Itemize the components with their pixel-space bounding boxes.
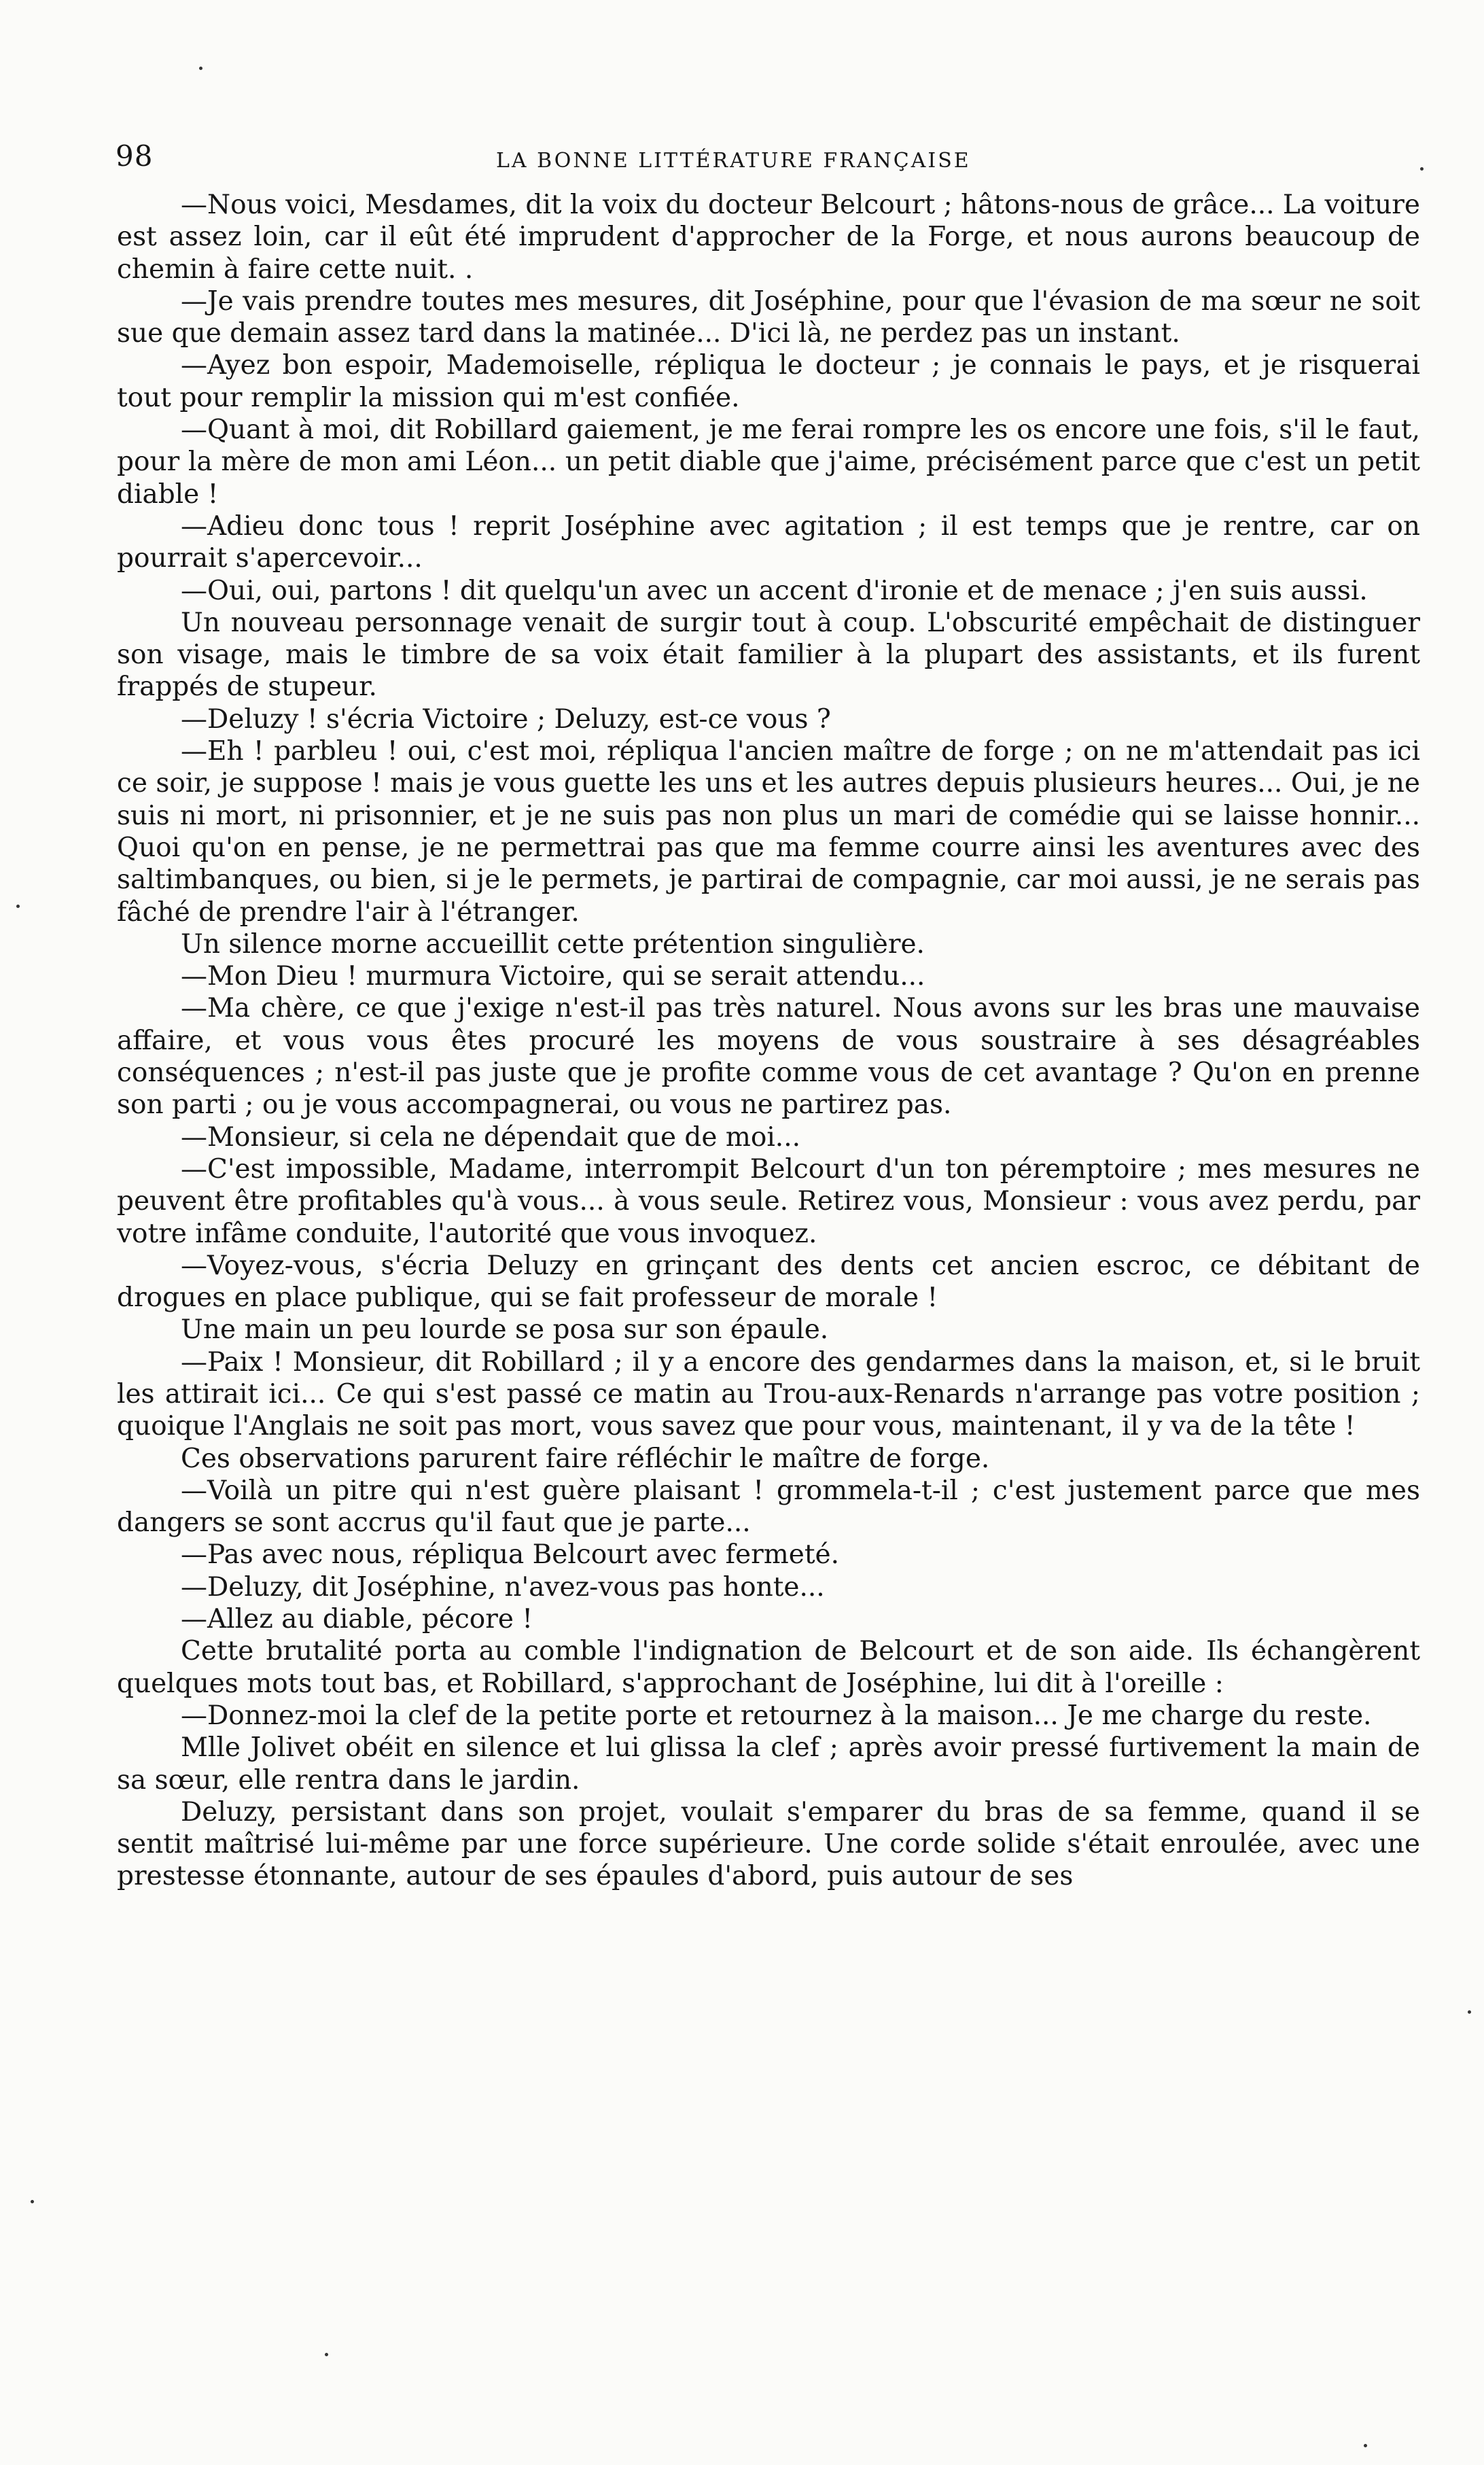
scan-speck bbox=[16, 905, 20, 908]
paragraph: Cette brutalité porta au comble l'indignation de Belcourt et de son aide. Ils échangèrent quelques mots tout bas, et Robillard, s'approchant de Joséphine, lui dit à l'oreille : bbox=[117, 1636, 1420, 1699]
paragraph: —Mon Dieu ! murmura Victoire, qui se serait attendu... bbox=[181, 961, 925, 992]
paragraph: —Adieu donc tous ! reprit Joséphine avec agitation ; il est temps que je rentre, car on pourrait s'apercevoir... bbox=[117, 510, 1420, 574]
text-body bbox=[117, 189, 1420, 1893]
paragraph: —Deluzy ! s'écria Victoire ; Deluzy, est-ce vous ? bbox=[181, 703, 831, 735]
paragraph: —Ma chère, ce que j'exige n'est-il pas très naturel. Nous avons sur les bras une mauvaise affaire, et vous vous êtes procuré les moyens de vous soustraire à ses désagréables conséquences ; n'est-il pas juste que je profite comme vous de cet avantage ? Qu'on en prenne son parti ; ou je vous accompagnerai, ou vous ne partirez pas. bbox=[117, 993, 1420, 1121]
paragraph: Une main un peu lourde se posa sur son épaule. bbox=[181, 1314, 829, 1346]
paragraph: —Je vais prendre toutes mes mesures, dit Joséphine, pour que l'évasion de ma sœur ne soit sue que demain assez tard dans la matinée... D'ici là, ne perdez pas un instant. bbox=[117, 285, 1420, 349]
paragraph: —Nous voici, Mesdames, dit la voix du docteur Belcourt ; hâtons-nous de grâce... La voiture est assez loin, car il eût été imprudent d'approcher de la Forge, et nous aurons beaucoup de chemin à faire cette nuit. . bbox=[117, 190, 1420, 285]
paragraph: —C'est impossible, Madame, interrompit Belcourt d'un ton péremptoire ; mes mesures ne peuvent être profitables qu'à vous... à vous seule. Retirez vous, Monsieur : vous avez perdu, par votre infâme conduite, l'autorité que vous invoquez. bbox=[117, 1153, 1420, 1249]
paragraph: Un silence morne accueillit cette prétention singulière. bbox=[181, 928, 925, 960]
running-title: LA BONNE LITTÉRATURE FRANÇAISE bbox=[496, 149, 971, 173]
paragraph: —Voyez-vous, s'écria Deluzy en grinçant des dents cet ancien escroc, ce débitant de drogues en place publique, qui se fait professeur de morale ! bbox=[117, 1250, 1420, 1314]
scan-speck bbox=[1364, 2444, 1367, 2447]
paragraph: Deluzy, persistant dans son projet, voulait s'emparer du bras de sa femme, quand il se sentit maîtrisé lui-même par une force supérieure. Une corde solide s'était enroulée, avec une prestesse étonnante, autour de ses épaules d'abord, puis autour de ses bbox=[117, 1796, 1420, 1892]
paragraph: —Deluzy, dit Joséphine, n'avez-vous pas honte... bbox=[181, 1571, 825, 1603]
paragraph: Mlle Jolivet obéit en silence et lui glissa la clef ; après avoir pressé furtivement la main de sa sœur, elle rentra dans le jardin. bbox=[117, 1732, 1420, 1796]
paragraph: Un nouveau personnage venait de surgir tout à coup. L'obscurité empêchait de distinguer son visage, mais le timbre de sa voix était familier à la plupart des assistants, et ils furent frappés de stupeur. bbox=[117, 607, 1420, 703]
paragraph: —Quant à moi, dit Robillard gaiement, je me ferai rompre les os encore une fois, s'il le faut, pour la mère de mon ami Léon... un petit diable que j'aime, précisément parce que c'est un petit diable ! bbox=[117, 415, 1420, 510]
paragraph: —Pas avec nous, répliqua Belcourt avec fermeté. bbox=[181, 1539, 839, 1571]
paragraph: —Monsieur, si cela ne dépendait que de moi... bbox=[181, 1121, 800, 1153]
page-number: 98 bbox=[116, 139, 154, 173]
paragraph: —Oui, oui, partons ! dit quelqu'un avec un accent d'ironie et de menace ; j'en suis aussi. bbox=[181, 575, 1368, 606]
scan-speck bbox=[325, 2353, 328, 2356]
scan-speck bbox=[199, 67, 202, 70]
paragraph: —Paix ! Monsieur, dit Robillard ; il y a encore des gendarmes dans la maison, et, si le bruit les attirait ici... Ce qui s'est passé ce matin au Trou-aux-Renards n'arrange pas votre position ; quoique l'Anglais ne soit pas mort, vous savez que pour vous, maintenant, il y va de la tête ! bbox=[117, 1346, 1420, 1442]
paragraph: —Voilà un pitre qui n'est guère plaisant ! grommela-t-il ; c'est justement parce que mes dangers se sont accrus qu'il faut que je parte... bbox=[117, 1475, 1420, 1539]
paragraph: —Allez au diable, pécore ! bbox=[181, 1604, 533, 1635]
paragraph: Ces observations parurent faire réfléchir le maître de forge. bbox=[181, 1443, 990, 1474]
scan-speck bbox=[1468, 2010, 1471, 2014]
scan-speck bbox=[1420, 167, 1424, 171]
paragraph: —Donnez-moi la clef de la petite porte et retournez à la maison... Je me charge du reste. bbox=[181, 1700, 1372, 1731]
paragraph: —Eh ! parbleu ! oui, c'est moi, répliqua l'ancien maître de forge ; on ne m'attendait pas ici ce soir, je suppose ! mais je vous guette les uns et les autres depuis plusieurs heures... Oui, je ne suis ni mort, ni prisonnier, et je ne suis pas non plus un mari de comédie qui se laisse honnir... Quoi qu'on en pense, je ne permettrai pas que ma femme courre ainsi les aventures avec des saltimbanques, ou bien, si je le permets, je partirai de compagnie, car moi aussi, je ne serais pas fâché de prendre l'air à l'étranger. bbox=[117, 736, 1420, 928]
paragraph: —Ayez bon espoir, Mademoiselle, répliqua le docteur ; je connais le pays, et je risquerai tout pour remplir la mission qui m'est confiée. bbox=[117, 350, 1420, 413]
scan-speck bbox=[31, 2200, 34, 2203]
page-header bbox=[116, 139, 1420, 180]
